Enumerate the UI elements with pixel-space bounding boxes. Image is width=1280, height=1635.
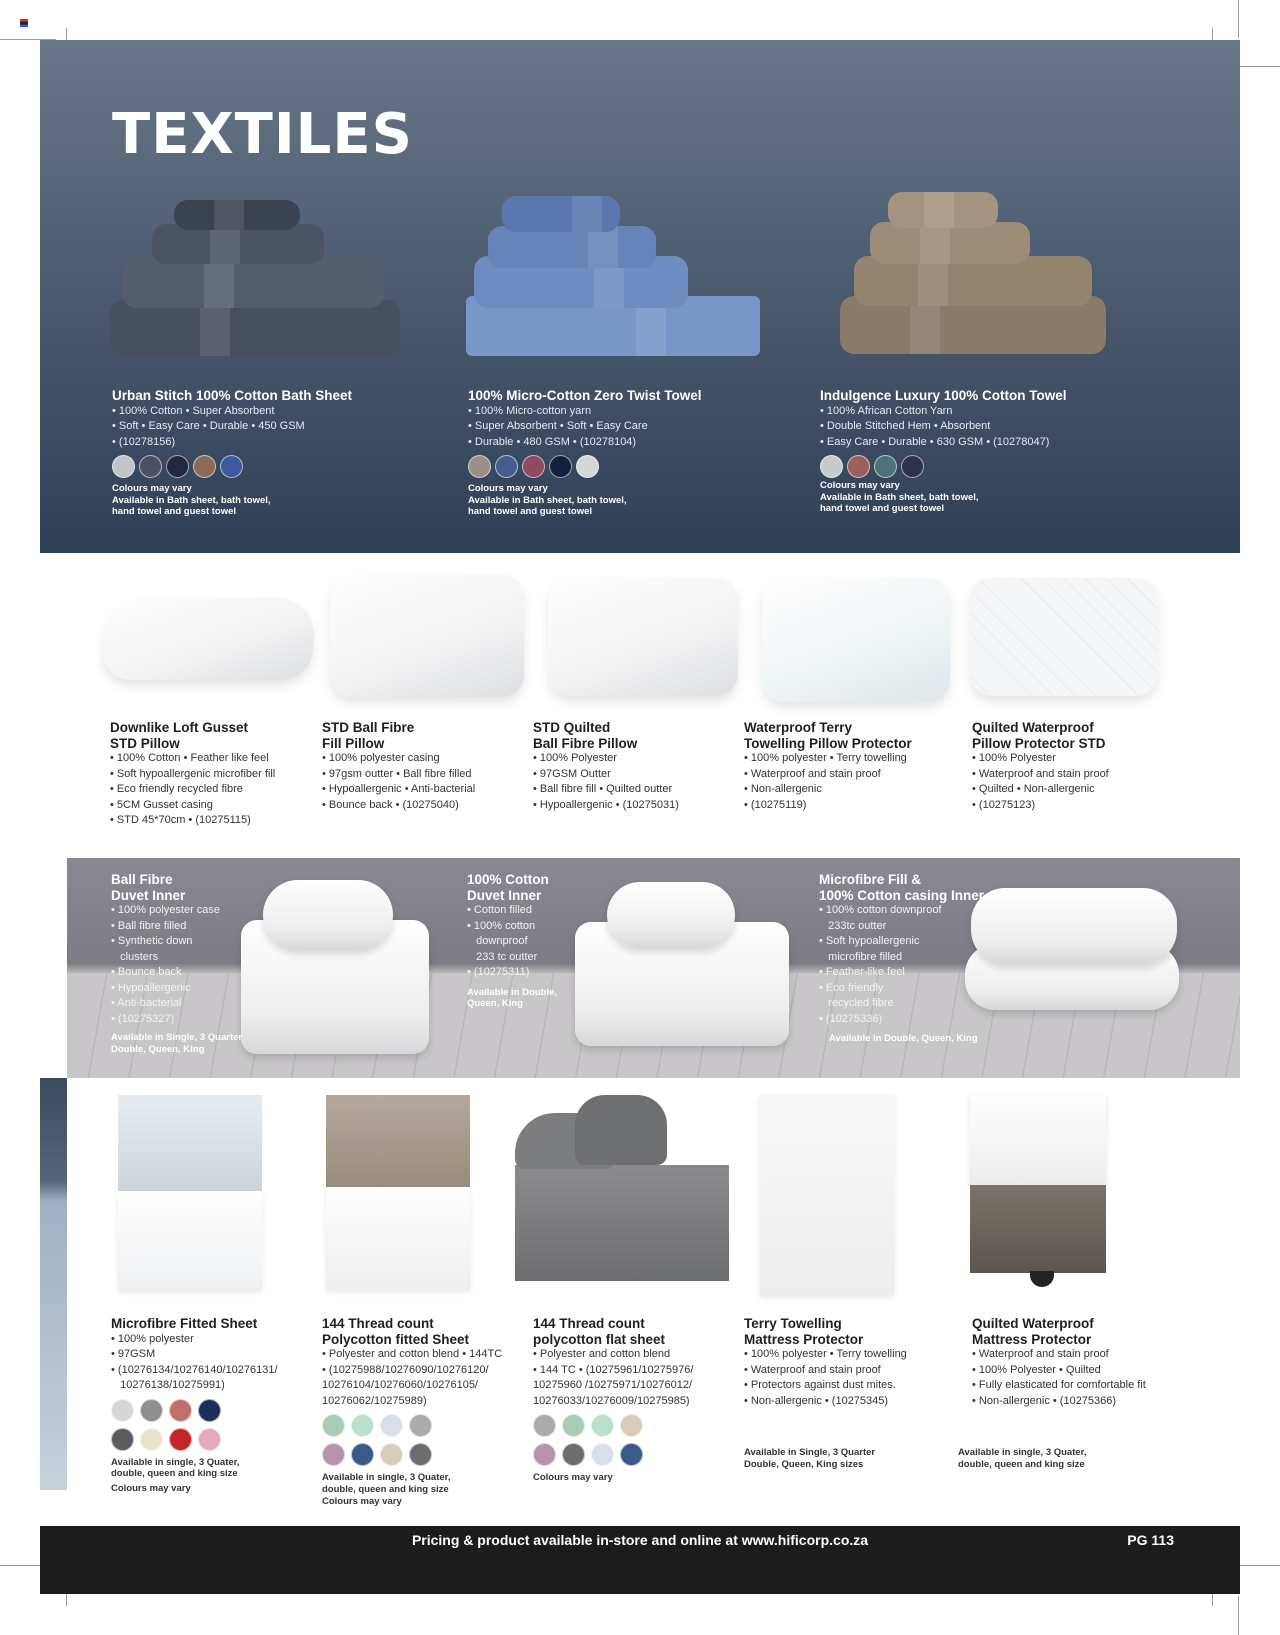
product-feature: • 100% cotton (467, 919, 536, 932)
fitted-sheet-image (326, 1095, 470, 1295)
pillow-image (548, 578, 738, 696)
sheet-product (111, 1316, 311, 1494)
crop-mark (1238, 1596, 1239, 1635)
colour-swatches (820, 455, 1180, 478)
product-title: STD Quilted (533, 720, 611, 735)
product-feature: • Ball fibre fill • Quilted outter (533, 783, 673, 795)
product-note: Available in Bath sheet, bath towel, (820, 491, 979, 503)
decorative-strip (40, 1078, 67, 1490)
product-feature: • (10275311) (467, 966, 530, 978)
product-feature: • Bounce back (111, 966, 182, 978)
product-title: Mattress Protector (744, 1331, 864, 1347)
product-feature: • Easy Care • Durable • 630 GSM • (10278047) (820, 435, 1050, 448)
product-feature: • (10275336) (819, 1012, 883, 1025)
flag-icon (20, 19, 28, 27)
product-note: Colours may vary (533, 1472, 613, 1483)
sheet-product (533, 1316, 743, 1484)
colour-swatch[interactable] (409, 1414, 432, 1437)
product-title: 144 Thread count (533, 1316, 645, 1331)
product-feature: • 100% Polyester (972, 752, 1056, 764)
product-title: Downlike Loft Gusset (110, 720, 249, 735)
product-feature: • Hypoallergenic • Anti-bacterial (322, 783, 476, 795)
product-note: double, queen and king size (322, 1483, 449, 1495)
product-note: double, queen and king size (958, 1458, 1085, 1470)
colour-swatches (111, 1399, 231, 1451)
product-feature: • Durable • 480 GSM • (10278104) (468, 435, 637, 448)
product-feature: • 97GSM (111, 1348, 156, 1360)
duvet-product (467, 872, 617, 1010)
colour-swatch[interactable] (111, 1428, 134, 1451)
colour-swatch[interactable] (549, 455, 572, 478)
sheet-product (744, 1316, 954, 1470)
product-feature: • Super Absorbent • Soft • Easy Care (468, 420, 648, 432)
colour-swatch[interactable] (591, 1414, 614, 1437)
product-title: Microfibre Fill & (819, 872, 922, 887)
product-feature: • Bounce back • (10275040) (322, 798, 459, 811)
product-feature: 10276062/10275989) (322, 1394, 427, 1407)
product-note: Double, Queen, King sizes (744, 1458, 864, 1470)
colour-swatch[interactable] (620, 1443, 643, 1466)
product-feature: microfibre filled (819, 950, 903, 963)
colour-swatches (322, 1414, 442, 1466)
colour-swatch[interactable] (562, 1414, 585, 1437)
product-note: Available in Bath sheet, bath towel, (468, 494, 627, 506)
sheet-product (958, 1316, 1192, 1470)
product-feature: • Fully elasticated for comfortable fit (972, 1379, 1146, 1391)
pillow-image (330, 575, 524, 697)
product-feature: • Ball fibre filled (111, 919, 187, 932)
product-feature: 10276104/10276060/10276105/ (322, 1379, 478, 1391)
product-feature: • Soft hypoallergenic microfiber fill (110, 767, 276, 780)
colour-swatch[interactable] (820, 455, 843, 478)
page-title: TEXTILES (112, 102, 413, 167)
colour-swatch[interactable] (562, 1443, 585, 1466)
product-title: Fill Pillow (322, 735, 385, 751)
product-title: Ball Fibre (111, 872, 173, 887)
product-feature: • Eco friendly (819, 981, 884, 994)
product-feature: • (10275327) (111, 1012, 175, 1025)
towel-product (820, 388, 1180, 515)
product-feature: • Non-allergenic (744, 783, 822, 795)
product-feature: • Soft hypoallergenic (819, 935, 920, 947)
colour-swatch[interactable] (847, 455, 870, 478)
product-note: hand towel and guest towel (468, 506, 593, 517)
product-note: hand towel and guest towel (820, 503, 945, 514)
product-feature: • Non-allergenic • (10275345) (744, 1394, 889, 1407)
colour-swatches (533, 1414, 653, 1466)
product-feature: 233tc outter (819, 919, 887, 932)
product-feature: • (10278156) (112, 435, 176, 448)
towel-stack-image (110, 200, 400, 360)
product-feature: downproof (467, 935, 528, 947)
product-feature: • Polyester and cotton blend • 144TC (322, 1348, 503, 1360)
product-feature: 10276138/10275991) (111, 1379, 225, 1391)
product-feature: • Double Stitched Hem • Absorbent (820, 420, 991, 432)
mattress-protector-image (970, 1095, 1106, 1295)
colour-swatch[interactable] (322, 1443, 345, 1466)
textiles-hero (40, 40, 1240, 553)
product-feature: • 100% Cotton • Feather like feel (110, 752, 269, 764)
product-feature: • Waterproof and stain proof (744, 1363, 881, 1376)
product-feature: 10275960 /10275971/10276012/ (533, 1379, 693, 1391)
product-feature: • (10276134/10276140/10276131/ (111, 1363, 278, 1376)
colour-swatch[interactable] (495, 455, 518, 478)
product-title: 100% Cotton (467, 872, 549, 887)
product-title: polycotton flat sheet (533, 1331, 666, 1347)
product-title: Microfibre Fitted Sheet (111, 1316, 258, 1331)
product-feature: • (10275988/10276090/10276120/ (322, 1363, 489, 1376)
duvet-image (263, 880, 393, 950)
product-feature: • Hypoallergenic • (10275031) (533, 798, 679, 811)
colour-swatch[interactable] (380, 1414, 403, 1437)
product-title: 100% Cotton casing Inner (819, 887, 985, 903)
colour-swatch[interactable] (522, 455, 545, 478)
colour-swatch[interactable] (140, 1428, 163, 1451)
product-feature: • 100% African Cotton Yarn (820, 404, 953, 417)
page-number: PG 113 (1127, 1532, 1174, 1548)
pillow-product (533, 720, 733, 813)
mattress-protector-image (760, 1095, 894, 1295)
colour-swatch[interactable] (533, 1414, 556, 1437)
product-feature: • 100% Cotton • Super Absorbent (112, 404, 275, 417)
product-feature: • 100% polyester case (111, 904, 221, 916)
product-note: Available in Double, (467, 986, 557, 998)
product-title: 144 Thread count (322, 1316, 434, 1331)
product-feature: • 5CM Gusset casing (110, 798, 213, 811)
colour-swatch[interactable] (874, 455, 897, 478)
colour-swatch[interactable] (576, 455, 599, 478)
product-note: hand towel and guest towel (112, 506, 237, 517)
product-title: Urban Stitch 100% Cotton Bath Sheet (112, 388, 353, 403)
product-title: Mattress Protector (972, 1331, 1092, 1347)
colour-swatch[interactable] (409, 1443, 432, 1466)
colour-swatch[interactable] (620, 1414, 643, 1437)
pillow-product (322, 720, 522, 813)
product-title: STD Pillow (110, 735, 180, 751)
product-note: Available in Single, 3 Quarter (744, 1447, 876, 1458)
product-feature: • 100% Polyester • Quilted (972, 1363, 1101, 1376)
product-feature: • 97GSM Outter (533, 767, 611, 780)
product-feature: 233 tc outter (467, 950, 538, 963)
product-feature: • Cotton filled (467, 904, 532, 916)
product-note: double, queen and king size (111, 1468, 238, 1479)
product-feature: • 97gsm outter • Ball fibre filled (322, 767, 472, 780)
duvet-product (111, 872, 281, 1055)
product-note: Double, Queen, King (111, 1043, 205, 1055)
product-note: Colours may vary (112, 483, 192, 494)
product-title: Waterproof Terry (744, 720, 853, 735)
product-note: Available in single, 3 Quater, (958, 1447, 1087, 1458)
pillow-image (970, 578, 1158, 696)
product-title: Duvet Inner (467, 887, 542, 903)
sheet-product (322, 1316, 532, 1508)
colour-swatch[interactable] (112, 455, 135, 478)
product-feature: • Waterproof and stain proof (972, 767, 1109, 780)
footer-link-text[interactable]: Pricing & product available in-store and online at www.hificorp.co.za (411, 1532, 869, 1548)
product-feature: • Anti-bacterial (111, 997, 182, 1009)
product-title: Indulgence Luxury 100% Cotton Towel (820, 388, 1067, 403)
product-note: Colours may vary (468, 483, 548, 494)
product-feature: recycled fibre (819, 997, 894, 1009)
product-title: Duvet Inner (111, 887, 186, 903)
product-feature: • 100% polyester (111, 1332, 194, 1345)
product-feature: • Waterproof and stain proof (744, 767, 881, 780)
towel-stack-image (466, 196, 760, 356)
product-feature: • 100% polyester • Terry towelling (744, 752, 907, 764)
product-title: Pillow Protector STD (972, 735, 1106, 751)
towel-stack-image (840, 192, 1106, 356)
colour-swatch[interactable] (139, 455, 162, 478)
colour-swatch[interactable] (169, 1428, 192, 1451)
product-feature: • Eco friendly recycled fibre (110, 783, 243, 795)
towel-product (468, 388, 808, 518)
product-feature: • 144 TC • (10275961/10275976/ (533, 1363, 694, 1376)
duvet-band (67, 858, 1240, 1078)
duvet-image (607, 882, 735, 948)
towel-product (112, 388, 452, 518)
product-note: Available in Double, Queen, King (829, 1033, 978, 1044)
pillow-image (101, 598, 317, 680)
product-feature: • Non-allergenic • (10275366) (972, 1394, 1117, 1407)
colour-swatch[interactable] (351, 1443, 374, 1466)
product-feature: • (10275123) (972, 798, 1036, 811)
product-note: Colours may vary (820, 480, 900, 491)
product-feature: • STD 45*70cm • (10275115) (110, 814, 251, 826)
product-feature: • Feather-like feel (819, 966, 905, 978)
colour-swatch[interactable] (166, 455, 189, 478)
product-feature: • Waterproof and stain proof (972, 1348, 1109, 1360)
fitted-sheet-image (118, 1095, 262, 1295)
colour-swatches (468, 455, 808, 478)
product-title: 100% Micro-Cotton Zero Twist Towel (468, 388, 702, 403)
product-feature: • Soft • Easy Care • Durable • 450 GSM (112, 420, 305, 432)
product-feature: • (10275119) (744, 798, 807, 811)
colour-swatch[interactable] (198, 1428, 221, 1451)
product-title: Polycotton fitted Sheet (322, 1331, 470, 1347)
product-feature: • 100% cotton downproof (819, 904, 942, 916)
product-title: Quilted Waterproof (972, 1316, 1094, 1331)
product-feature: • Quilted • Non-allergenic (972, 783, 1095, 795)
product-note: Available in Bath sheet, bath towel, (112, 494, 271, 506)
product-title: Ball Fibre Pillow (533, 735, 638, 751)
product-feature: • Polyester and cotton blend (533, 1348, 671, 1360)
pillow-product (744, 720, 954, 813)
pillow-image (762, 578, 950, 702)
colour-swatch[interactable] (468, 455, 491, 478)
product-feature: • 100% polyester casing (322, 752, 440, 764)
product-title: Terry Towelling (744, 1316, 842, 1331)
colour-swatch[interactable] (169, 1399, 192, 1422)
product-feature: • 100% Micro-cotton yarn (468, 404, 592, 417)
product-feature: • 100% Polyester (533, 752, 617, 764)
product-note: Available in single, 3 Quater, (322, 1472, 451, 1483)
product-feature: • 100% polyester • Terry towelling (744, 1348, 907, 1360)
duvet-product (819, 872, 1019, 1045)
flat-sheet-image (515, 1095, 729, 1285)
product-feature: • Synthetic down (111, 935, 193, 947)
colour-swatch[interactable] (220, 455, 243, 478)
product-feature: • Hypoallergenic (111, 981, 191, 994)
footer-bar (40, 1526, 1240, 1594)
pillow-product (110, 720, 310, 829)
crop-mark (1238, 0, 1239, 38)
colour-swatch[interactable] (140, 1399, 163, 1422)
colour-swatch[interactable] (901, 455, 924, 478)
colour-swatch[interactable] (351, 1414, 374, 1437)
colour-swatch[interactable] (111, 1399, 134, 1422)
product-title: STD Ball Fibre (322, 720, 415, 735)
product-note: Available in Single, 3 Quarter (111, 1032, 243, 1043)
colour-swatch[interactable] (380, 1443, 403, 1466)
product-note: Queen, King (467, 998, 523, 1009)
product-note: Colours may vary (322, 1496, 402, 1507)
pillow-product (972, 720, 1172, 813)
product-title: Towelling Pillow Protector (744, 735, 912, 751)
colour-swatch[interactable] (591, 1443, 614, 1466)
product-note: Colours may vary (111, 1482, 191, 1494)
product-feature: clusters (111, 950, 159, 963)
colour-swatch[interactable] (193, 455, 216, 478)
colour-swatch[interactable] (198, 1399, 221, 1422)
colour-swatches (112, 455, 452, 478)
product-feature: 10276033/10276009/10275985) (533, 1394, 690, 1407)
colour-swatch[interactable] (322, 1414, 345, 1437)
product-title: Quilted Waterproof (972, 720, 1094, 735)
product-feature: • Protectors against dust mites. (744, 1379, 896, 1391)
colour-swatch[interactable] (533, 1443, 556, 1466)
product-note: Available in single, 3 Quater, (111, 1456, 240, 1468)
